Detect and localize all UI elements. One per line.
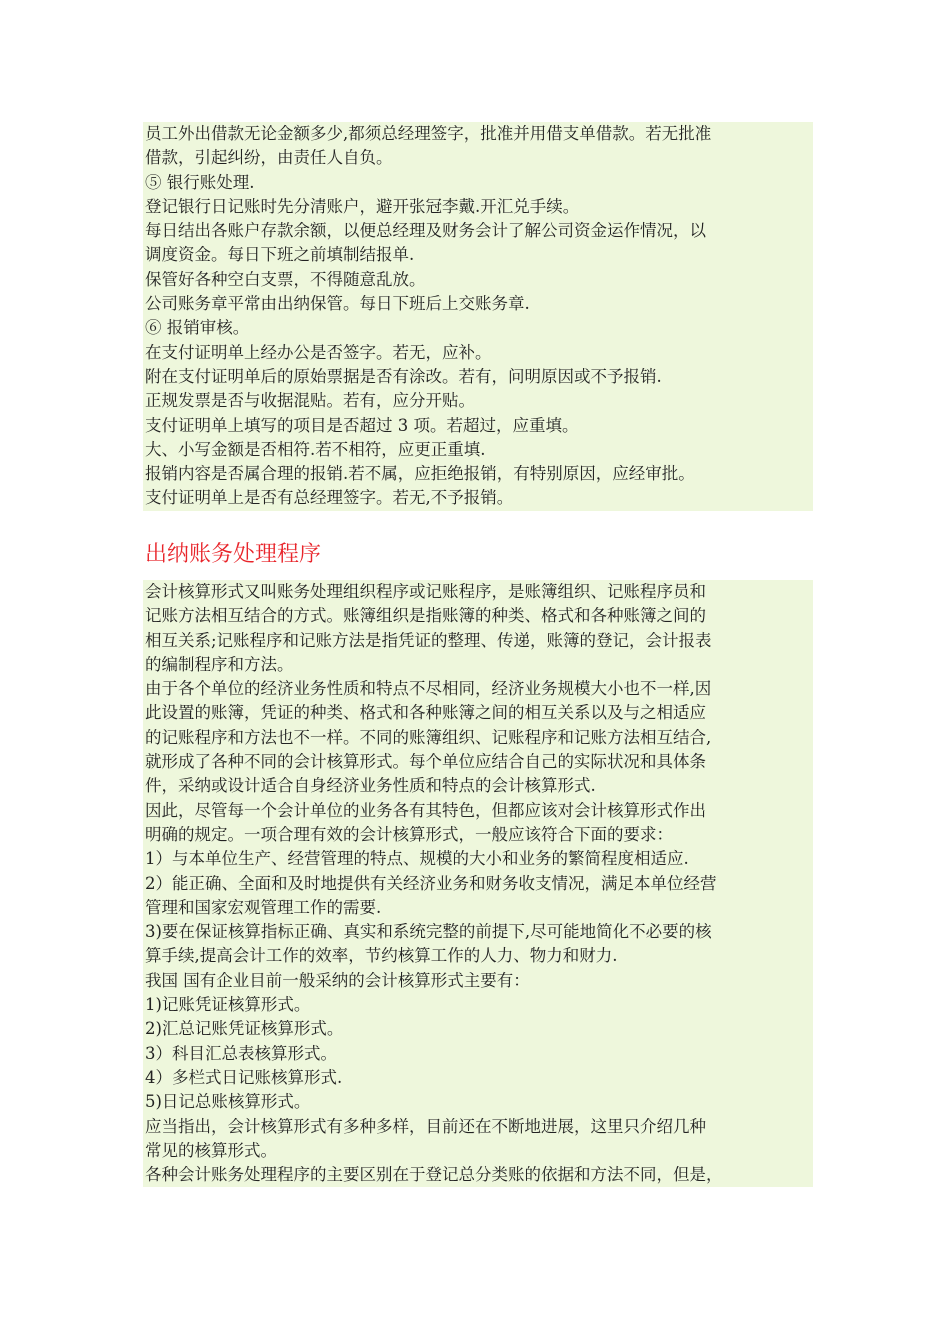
text-line: 4）多栏式日记账核算形式.	[145, 1067, 343, 1087]
section-heading: 出纳账务处理程序	[145, 542, 322, 567]
text-line: 员工外出借款无论金额多少,都须总经理签字，批准并用借支单借款。若无批准	[145, 124, 712, 143]
text-line: 1）与本单位生产、经营管理的特点、规模的大小和业务的繁简程度相适应.	[145, 849, 689, 869]
text-line: 常见的核算形式。	[145, 1140, 277, 1160]
text-line: 3）科目汇总表核算形式。	[145, 1043, 337, 1063]
text-line: 的编制程序和方法。	[145, 654, 294, 674]
text-line: 2)汇总记账凭证核算形式。	[145, 1019, 344, 1039]
text-line: 此设置的账簿，凭证的种类、格式和各种账簿之间的相互关系以及与之相适应	[145, 703, 706, 723]
text-line: 保管好各种空白支票，不得随意乱放。	[145, 269, 426, 289]
text-line: 支付证明单上是否有总经理签字。若无,不予报销。	[145, 488, 514, 508]
text-line: 2）能正确、全面和及时地提供有关经济业务和财务收支情况，满足本单位经营	[145, 873, 717, 893]
text-line: 明确的规定。一项合理有效的会计核算形式，一般应该符合下面的要求：	[145, 824, 673, 844]
text-line: 会计核算形式又叫账务处理组织程序或记账程序，是账簿组织、记账程序员和	[145, 582, 706, 601]
text-line: 在支付证明单上经办公是否签字。若无，应补。	[145, 342, 492, 362]
text-line: 记账方法相互结合的方式。账簿组织是指账簿的种类、格式和各种账簿之间的	[145, 606, 706, 626]
text-line: 支付证明单上填写的项目是否超过 3 项。若超过，应重填。	[145, 415, 579, 435]
text-line: 因此，尽管每一个会计单位的业务各有其特色，但都应该对会计核算形式作出	[145, 800, 706, 820]
text-line: 各种会计账务处理程序的主要区别在于登记总分类账的依据和方法不同，但是，	[145, 1165, 723, 1185]
text-line: 正规发票是否与收据混贴。若有，应分开贴。	[145, 391, 475, 411]
text-line: 大、小写金额是否相符.若不相符，应更正重填.	[145, 439, 486, 459]
text-line: 调度资金。每日下班之前填制结报单.	[145, 245, 415, 265]
text-line: 1)记账凭证核算形式。	[145, 995, 311, 1015]
text-line: 件，采纳或设计适合自身经济业务性质和特点的会计核算形式.	[145, 776, 596, 796]
text-line: ⑥ 报销审核。	[145, 318, 250, 338]
text-line: 登记银行日记账时先分清账户，避开张冠李戴.开汇兑手续。	[145, 196, 580, 216]
text-line: 算手续,提高会计工作的效率，节约核算工作的人力、物力和财力.	[145, 946, 618, 966]
text-line: 报销内容是否属合理的报销.若不属，应拒绝报销，有特别原因，应经审批。	[145, 464, 695, 484]
section-cashier-duties	[143, 122, 813, 511]
text-line: 每日结出各账户存款余额，以便总经理及财务会计了解公司资金运作情况，以	[145, 221, 706, 241]
text-line: 借款，引起纠纷，由责任人自负。	[145, 148, 393, 168]
text-line: 3)要在保证核算指标正确、真实和系统完整的前提下,尽可能地简化不必要的核	[145, 922, 712, 942]
text-line: 我国 国有企业目前一般采纳的会计核算形式主要有：	[145, 970, 530, 990]
section-accounting-procedure	[143, 580, 813, 1187]
text-line: 由于各个单位的经济业务性质和特点不尽相同，经济业务规模大小也不一样,因	[145, 679, 712, 699]
text-line: 的记账程序和方法也不一样。不同的账簿组织、记账程序和记账方法相互结合,	[145, 727, 712, 747]
text-line: 公司账务章平常由出纳保管。每日下班后上交账务章.	[145, 294, 530, 314]
text-line: 就形成了各种不同的会计核算形式。每个单位应结合自己的实际状况和具体条	[145, 752, 706, 772]
text-line: 相互关系;记账程序和记账方法是指凭证的整理、传递，账簿的登记，会计报表	[145, 630, 712, 650]
text-line: ⑤ 银行账处理.	[145, 172, 255, 192]
text-line: 附在支付证明单后的原始票据是否有涂改。若有，问明原因或不予报销.	[145, 366, 662, 386]
text-line: 管理和国家宏观管理工作的需要.	[145, 897, 382, 917]
text-line: 5)日记总账核算形式。	[145, 1092, 311, 1112]
text-line: 应当指出，会计核算形式有多种多样，目前还在不断地进展，这里只介绍几种	[145, 1116, 706, 1136]
